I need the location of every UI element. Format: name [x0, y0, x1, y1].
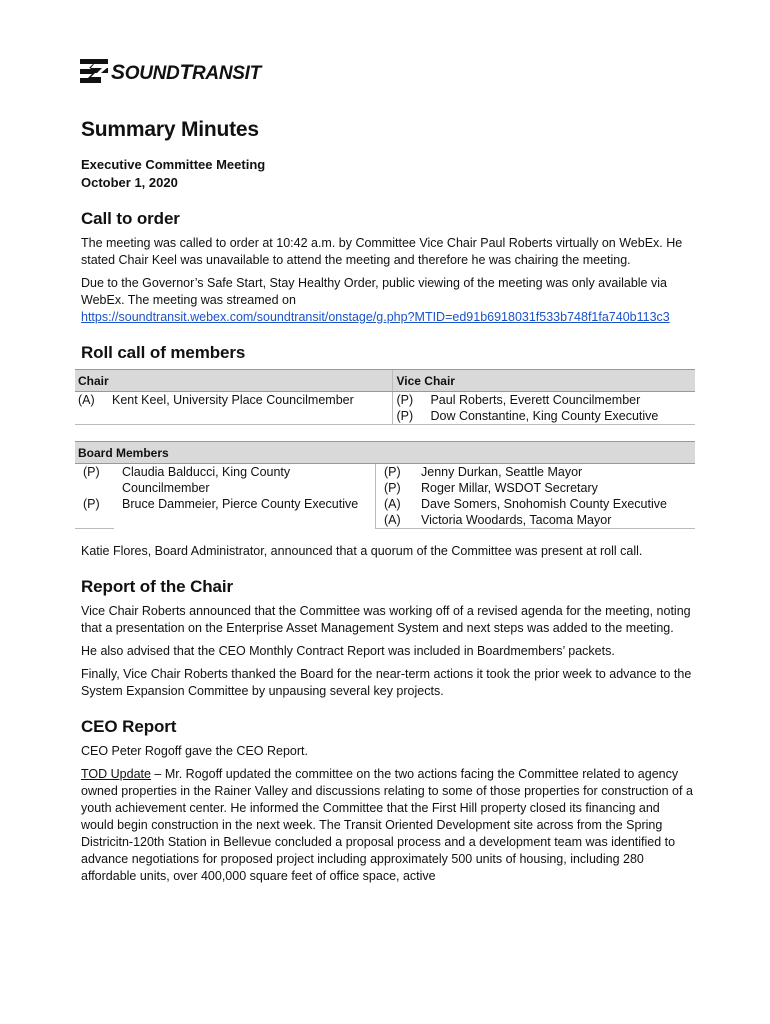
- board-member-code: (P): [376, 464, 416, 481]
- board-members-header: Board Members: [75, 442, 695, 464]
- document-body: [78, 118, 693, 891]
- report-chair-p2: He also advised that the CEO Monthly Contract Report was included in Boardmembers’ packets.: [81, 644, 615, 658]
- board-member-code: (P): [376, 480, 416, 496]
- logo-wordmark: SOUNDTRANSIT: [111, 61, 261, 84]
- ceo-report-heading: CEO Report: [81, 717, 177, 736]
- tod-update-label: TOD Update: [81, 767, 151, 781]
- report-chair-p1: Vice Chair Roberts announced that the Committee was working off of a revised agenda for the meeting, noting that a presentation on the Enterprise Asset Management System and next steps was added to the meeting.: [81, 604, 691, 635]
- board-member-code: (A): [376, 496, 416, 512]
- ceo-report-p1: CEO Peter Rogoff gave the CEO Report.: [81, 744, 308, 758]
- board-members-table: [75, 441, 695, 529]
- board-member-name: Victoria Woodards, Tacoma Mayor: [415, 512, 695, 529]
- quorum-statement: Katie Flores, Board Administrator, announced that a quorum of the Committee was present at roll call.: [81, 544, 643, 558]
- board-member-name: Claudia Balducci, King County Councilmember: [122, 465, 291, 495]
- chair-name: Kent Keel, University Place Councilmember: [112, 393, 354, 407]
- page-title: Summary Minutes: [81, 118, 259, 141]
- vice-chair-header: Vice Chair: [393, 370, 695, 392]
- webex-stream-link[interactable]: https://soundtransit.webex.com/soundtransit/onstage/g.php?MTID=ed91b6918031f533b748f1fa740b113c3: [81, 310, 670, 324]
- board-member-code: (A): [376, 512, 416, 529]
- call-to-order-p2: [81, 275, 693, 326]
- vice-chair-name: Dow Constantine, King County Executive: [427, 408, 695, 425]
- board-member-name: Dave Somers, Snohomish County Executive: [421, 497, 667, 511]
- chair-table: [75, 369, 695, 425]
- vice-chair-code: (P): [393, 408, 428, 425]
- chair-header: Chair: [75, 370, 393, 392]
- meeting-name: Executive Committee Meeting: [81, 157, 266, 172]
- report-chair-heading: Report of the Chair: [81, 577, 234, 596]
- call-to-order-heading: Call to order: [81, 209, 180, 228]
- tod-update-paragraph: [81, 766, 693, 885]
- chair-code: (A): [78, 393, 95, 407]
- call-to-order-p1: The meeting was called to order at 10:42 a.m. by Committee Vice Chair Paul Roberts virtually on WebEx. He stated Chair Keel was unavailable to attend the meeting and therefore he was chairing the meeting.: [81, 236, 683, 267]
- vice-chair-code: (P): [393, 392, 428, 409]
- vice-chair-name: Paul Roberts, Everett Councilmember: [430, 393, 641, 407]
- meeting-date: October 1, 2020: [81, 175, 178, 190]
- soundtransit-logo-icon: [79, 58, 109, 84]
- call-to-order-p2-text: Due to the Governor’s Safe Start, Stay Healthy Order, public viewing of the meeting was only available via WebEx. The meeting was streamed on: [81, 276, 667, 307]
- sound-transit-logo: [79, 56, 261, 86]
- board-member-code: (P): [83, 465, 100, 479]
- board-member-name: Bruce Dammeier, Pierce County Executive: [122, 497, 359, 511]
- tod-update-text: – Mr. Rogoff updated the committee on the two actions facing the Committee related to agency owned properties in the Rainer Valley and discussions relating to some of those properties for construction of a youth achievement center. He informed the Committee that the First Hill property closed its financing and would begin construction in the next week. The Transit Oriented Development site across from the Spring Districitn-120th Station in Bellevue concluded a proposal process and a development team was identified to advance negotiations for proposed project including approximately 500 units of housing, including 280 affordable units, over 400,000 square feet of office space, active: [81, 767, 693, 883]
- roll-call-heading: Roll call of members: [81, 343, 246, 362]
- report-chair-p3: Finally, Vice Chair Roberts thanked the Board for the near-term actions it took the prior week to advance to the System Expansion Committee by unpausing several key projects.: [81, 667, 692, 698]
- board-member-code: (P): [83, 497, 100, 511]
- board-member-name: Roger Millar, WSDOT Secretary: [421, 481, 598, 495]
- board-member-name: Jenny Durkan, Seattle Mayor: [421, 465, 583, 479]
